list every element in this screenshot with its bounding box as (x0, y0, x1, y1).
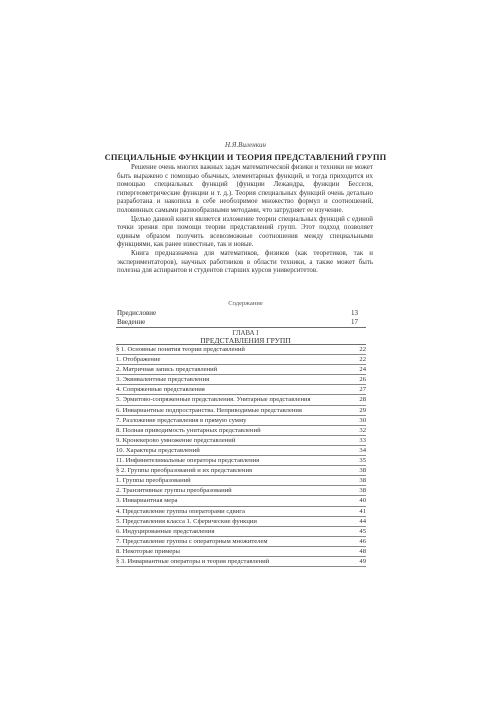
abstract-paragraph: Целью данной книги является изложение теории специальных функций с единой точки зрения при помощи теории представлений групп. Этот подход позволяет единым образом получить всевозможные соотношения между специальными функциями, как ранее известные, так и новые. (117, 215, 373, 249)
table-row (116, 436, 366, 446)
toc-entry-page: 38 (359, 467, 366, 475)
toc-entry-title: 8. Некоторые примеры (116, 547, 180, 555)
table-row (116, 456, 366, 466)
toc-entry-page: 34 (359, 446, 366, 454)
toc-entry-page: 44 (359, 517, 366, 525)
author-name: Н.Я.Виленкин (225, 141, 266, 149)
table-row (116, 395, 366, 405)
toc-entry-page: 48 (359, 547, 366, 555)
table-row (116, 496, 366, 506)
table-row (116, 406, 366, 416)
toc-entry-title: 4. Сопряженные представления (116, 386, 205, 394)
toc-entry-page: 35 (359, 457, 366, 465)
table-row (116, 486, 366, 496)
table-row (116, 466, 366, 476)
abstract-paragraph: Книга предназначена для математиков, физиков (как теоретиков, так и экспериментаторов), научных работников в области техники, а также может быть полезна для аспирантов и студентов старших курсов университетов. (117, 249, 373, 275)
chapter-title: ПРЕДСТАВЛЕНИЯ ГРУПП (200, 336, 291, 345)
toc-entry-title: 1. Отображение (116, 356, 161, 364)
table-row (116, 476, 366, 486)
toc-entry-page: 22 (359, 346, 366, 353)
contents-heading: Содержание (228, 300, 263, 307)
table-row (116, 426, 366, 436)
toc-entry-title: 5. Эрмитово-сопряженные представления. Унитарные представления (116, 396, 311, 404)
toc-entry-title: 8. Полная приводимость унитарных представлений (116, 426, 261, 434)
table-row (116, 355, 366, 365)
abstract (117, 164, 373, 276)
toc-entry-title: 10. Характеры представлений (116, 446, 200, 454)
chapter-number: ГЛАВА I (232, 330, 259, 337)
table-row (116, 517, 366, 527)
toc-entry-title: 11. Инфинитезимальные операторы представления (116, 457, 260, 465)
toc-entry-title: 7. Разложение представления в прямую сумму (116, 416, 247, 424)
toc-entry-title: § 2. Группы преобразований и их представления (116, 467, 253, 475)
toc-table (116, 345, 366, 567)
abstract-paragraph: Решение очень многих важных задач математической физики и техники не может быть выражено с помощью обычных, элементарных функций, и тогда приходится их помощью специальных функций (функции Лежандра, функции Бесселя, гипергеометрические функции и т. д.). Теория специальных функций очень детально разработана и накопила в себе необозримое множество формул и соотношений, половинных самыми разнообразными методами, что затрудняет ее изучение. (117, 164, 373, 214)
toc-entry-page: 40 (359, 497, 366, 505)
toc-entry-title: § 3. Инвариантные операторы и теория представлений (116, 557, 270, 565)
toc-entry-title: 1. Группы преобразований (116, 477, 191, 485)
toc-entry-page: 33 (359, 436, 366, 444)
table-row (116, 345, 366, 355)
table-row (116, 527, 366, 537)
toc-entry-page: 27 (359, 386, 366, 394)
table-row (116, 385, 366, 395)
toc-entry-page: 32 (359, 426, 366, 434)
toc-entry-page: 38 (359, 487, 366, 495)
table-row (116, 416, 366, 426)
toc-entry-page: 46 (359, 537, 366, 545)
toc-entry-page: 30 (359, 416, 366, 424)
book-title: СПЕЦИАЛЬНЫЕ ФУНКЦИИ И ТЕОРИЯ ПРЕДСТАВЛЕНИЙ ГРУПП (104, 152, 387, 162)
toc-entry-page: 26 (359, 376, 366, 384)
table-row (116, 365, 366, 375)
toc-entry-title: 9. Кронекерово умножение представлений (116, 436, 236, 444)
toc-entry-title: 5. Представления класса 1. Сферические функции (116, 517, 257, 525)
table-row (116, 375, 366, 385)
toc-entry-page: 41 (359, 507, 366, 515)
toc-entry-title: 2. Матричная запись представлений (116, 366, 218, 374)
toc-entry-page: 49 (359, 557, 366, 565)
table-row (116, 547, 366, 557)
toc-entry-title: Введение (117, 318, 146, 326)
toc-entry-page: 45 (359, 527, 366, 535)
toc-entry-title: 4. Представление группы операторами сдвига (116, 507, 245, 515)
table-row (116, 537, 366, 547)
toc-entry-preface (117, 309, 358, 318)
table-row (116, 446, 366, 456)
toc-entry-title: 6. Инвариантные подпространства. Неприводимые представления (116, 406, 302, 414)
toc-entry-page: 13 (351, 309, 358, 317)
table-row (116, 507, 366, 517)
toc-entry-title: 6. Индуцированные представления (116, 527, 215, 535)
toc-entry-title: 2. Транзитивные группы преобразований (116, 487, 232, 495)
toc-entry-page: 29 (359, 406, 366, 414)
toc-entry-page: 28 (359, 396, 366, 404)
toc-entry-page: 22 (359, 356, 366, 364)
table-rule (116, 327, 366, 328)
toc-entry-title: 3. Эквивалентные представления (116, 376, 210, 384)
table-row (116, 557, 366, 567)
toc-entry-title: Предисловие (117, 309, 157, 317)
toc-entry-page: 17 (351, 318, 358, 326)
toc-entry-title: 7. Представление группы с операторным множителем (116, 537, 268, 545)
toc-entry-title: § 1. Основные понятия теории представлений (116, 346, 245, 353)
toc-entry-introduction (117, 318, 358, 327)
toc-entry-page: 24 (359, 366, 366, 374)
toc-entry-page: 38 (359, 477, 366, 485)
toc-entry-title: 3. Инвариантная мера (116, 497, 178, 505)
